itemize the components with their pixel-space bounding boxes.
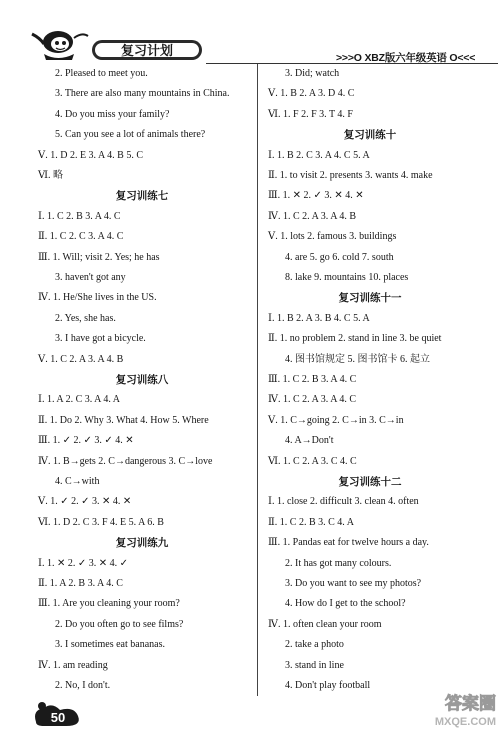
- answer-line: 8. lake 9. mountains 10. places: [285, 272, 409, 283]
- answer-line: 3. Do you want to see my photos?: [285, 578, 422, 589]
- answer-line: Ⅱ. 1. C 2. B 3. C 4. A: [268, 516, 354, 528]
- answer-line: Ⅴ. 1. D 2. E 3. A 4. B 5. C: [38, 149, 144, 161]
- answer-line: Ⅱ. 1. A 2. B 3. A 4. C: [38, 578, 123, 589]
- answer-line: 4. Don't play football: [285, 680, 371, 691]
- answer-line: 5. Can you see a lot of animals there?: [55, 129, 206, 141]
- answer-line: Ⅳ. 1. B→gets 2. C→dangerous 3. C→love: [38, 455, 213, 467]
- section-heading: 复习训练十一: [338, 292, 402, 305]
- answer-line: Ⅰ. 1. C 2. B 3. A 4. C: [38, 210, 121, 222]
- answer-line: 4. C→with: [55, 476, 100, 487]
- book-title: >>>O XBZ版六年级英语 O<<<: [336, 52, 476, 64]
- logo-text: 复习计划: [120, 44, 174, 59]
- answer-line: Ⅰ. 1. close 2. difficult 3. clean 4. often: [268, 496, 419, 508]
- section-heading: 复习训练十: [343, 129, 397, 142]
- header-rule: [206, 63, 498, 64]
- answer-line: Ⅰ. 1. B 2. A 3. B 4. C 5. A: [268, 312, 370, 324]
- answer-line: Ⅰ. 1. B 2. C 3. A 4. C 5. A: [268, 149, 370, 161]
- review-plan-logo: [30, 30, 205, 62]
- watermark-line1: 答案圈: [445, 694, 496, 714]
- page-header: [0, 0, 500, 62]
- answer-line: 3. haven't got any: [55, 272, 126, 283]
- answer-line: Ⅳ. 1. C 2. A 3. A 4. B: [268, 210, 357, 222]
- column-divider: [257, 64, 258, 696]
- answer-line: Ⅳ. 1. C 2. A 3. A 4. C: [268, 394, 357, 406]
- answer-line: Ⅵ. 1. D 2. C 3. F 4. E 5. A 6. B: [38, 516, 164, 528]
- answer-line: Ⅳ. 1. He/She lives in the US.: [38, 292, 157, 304]
- answer-line: Ⅴ. 1. C 2. A 3. A 4. B: [38, 353, 124, 365]
- answer-line: Ⅴ. 1. lots 2. famous 3. buildings: [268, 231, 397, 243]
- answer-line: 4. A→Don't: [285, 435, 334, 447]
- answer-line: Ⅳ. 1. am reading: [38, 659, 108, 671]
- answer-line: Ⅱ. 1. Do 2. Why 3. What 4. How 5. Where: [38, 414, 209, 426]
- watermark-line2: MXQE.COM: [434, 716, 496, 728]
- answer-line: Ⅲ. 1. Will; visit 2. Yes; he has: [38, 251, 160, 263]
- answer-line: 4. 图书馆规定 5. 图书馆卡 6. 起立: [285, 353, 430, 365]
- watermark-logo: [410, 692, 500, 729]
- answer-line: 2. Pleased to meet you.: [55, 68, 148, 79]
- answer-line: 3. I have got a bicycle.: [55, 333, 146, 345]
- answer-line: Ⅱ. 1. no problem 2. stand in line 3. be quiet: [268, 333, 442, 345]
- answer-line: 4. Do you miss your family?: [55, 108, 170, 120]
- answer-line: Ⅵ. 1. C 2. A 3. C 4. C: [268, 455, 357, 467]
- answer-line: 3. I sometimes eat bananas.: [55, 639, 165, 651]
- answer-line: Ⅰ. 1. A 2. C 3. A 4. A: [38, 394, 121, 406]
- answer-line: Ⅲ. 1. ✓ 2. ✓ 3. ✓ 4. ✕: [38, 435, 134, 447]
- answer-line: 4. How do I get to the school?: [285, 598, 406, 610]
- answer-line: Ⅴ. 1. C→going 2. C→in 3. C→in: [268, 414, 404, 426]
- answer-line: Ⅱ. 1. to visit 2. presents 3. wants 4. make: [268, 170, 433, 181]
- page-number: 50: [50, 710, 66, 725]
- answer-line: 3. Did; watch: [285, 68, 340, 79]
- section-heading: 复习训练八: [115, 374, 169, 386]
- answer-line: Ⅳ. 1. often clean your room: [268, 618, 382, 630]
- answer-line: Ⅲ. 1. Are you cleaning your room?: [38, 598, 180, 610]
- answer-line: Ⅲ. 1. ✕ 2. ✓ 3. ✕ 4. ✕: [268, 190, 364, 202]
- answer-line: 3. There are also many mountains in China.: [55, 88, 230, 100]
- answer-line: 4. are 5. go 6. cold 7. south: [285, 251, 394, 263]
- answer-line: Ⅴ. 1. ✓ 2. ✓ 3. ✕ 4. ✕: [38, 496, 132, 508]
- answer-line: 2. No, I don't.: [55, 680, 111, 691]
- answer-line: 2. Do you often go to see films?: [55, 618, 184, 630]
- answer-line: 2. Yes, she has.: [55, 312, 116, 324]
- section-heading: 复习训练九: [115, 537, 169, 550]
- section-heading: 复习训练十二: [338, 476, 402, 488]
- answer-line: Ⅵ. 略: [38, 170, 64, 181]
- answer-line: Ⅵ. 1. F 2. F 3. T 4. F: [268, 108, 353, 120]
- answer-line: 3. stand in line: [285, 659, 344, 671]
- answer-line: Ⅴ. 1. B 2. A 3. D 4. C: [268, 88, 355, 100]
- section-heading: 复习训练七: [115, 190, 169, 203]
- answer-line: Ⅱ. 1. C 2. C 3. A 4. C: [38, 231, 124, 243]
- answer-line: Ⅲ. 1. C 2. B 3. A 4. C: [268, 374, 357, 385]
- answer-line: 2. It has got many colours.: [285, 557, 392, 569]
- page-number-badge: [30, 700, 90, 728]
- answer-line: Ⅲ. 1. Pandas eat for twelve hours a day.: [268, 537, 429, 549]
- answer-line: Ⅰ. 1. ✕ 2. ✓ 3. ✕ 4. ✓: [38, 557, 128, 569]
- answer-line: 2. take a photo: [285, 639, 344, 651]
